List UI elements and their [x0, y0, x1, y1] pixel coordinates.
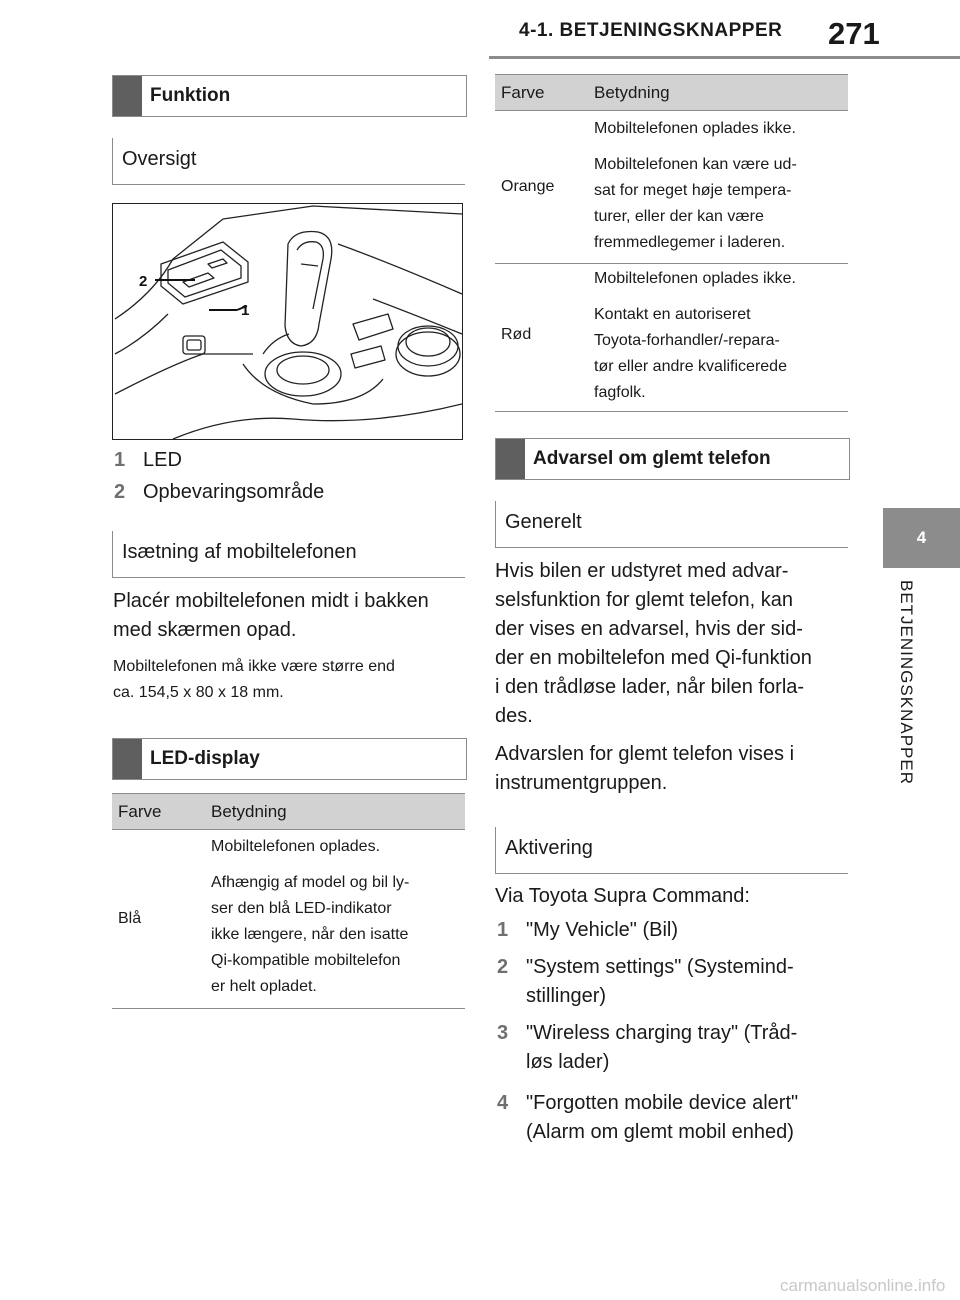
meaning-line: Toyota-forhandler/-repara-	[594, 332, 780, 349]
console-illustration	[112, 203, 463, 440]
text-line: der vises en advarsel, hvis der sid-	[495, 618, 803, 640]
text-line: Placér mobiltelefonen midt i bakken	[113, 590, 429, 612]
meaning-line: ikke længere, når den isatte	[211, 926, 409, 943]
step-item	[497, 916, 857, 945]
meaning-line: Mobiltelefonen oplades ikke.	[594, 270, 796, 287]
page-number: 271	[828, 16, 880, 51]
meaning-block	[594, 302, 854, 406]
text-line: med skærmen opad.	[113, 619, 297, 641]
meaning-line: ser den blå LED-indikator	[211, 900, 392, 917]
text-line: Mobiltelefonen må ikke være større end	[113, 658, 395, 675]
header-rule	[489, 56, 960, 59]
meaning-line: fagfolk.	[594, 384, 646, 401]
led-display-heading-text: LED-display	[150, 748, 260, 769]
heading-bar	[496, 439, 525, 479]
meaning-line: fremmedlegemer i laderen.	[594, 234, 786, 251]
step-text	[526, 916, 678, 945]
step-line: "My Vehicle" (Bil)	[526, 919, 679, 941]
meaning-block	[211, 870, 466, 1000]
generelt-heading: Generelt	[495, 501, 848, 548]
step-line: "Forgotten mobile device alert"	[526, 1092, 799, 1114]
step-number: 1	[497, 919, 509, 941]
text-line: instrumentgruppen.	[495, 772, 668, 794]
alert-heading	[495, 438, 850, 480]
step-item	[497, 1089, 857, 1147]
step-line: stillinger)	[526, 985, 607, 1007]
generelt-text-2	[495, 740, 865, 798]
aktivering-intro: Via Toyota Supra Command:	[495, 885, 750, 907]
led-table-header	[112, 793, 465, 830]
legend-text: LED	[143, 449, 182, 471]
column-header-meaning: Betydning	[211, 802, 287, 821]
color-cell: Blå	[118, 910, 142, 927]
column-header-meaning: Betydning	[594, 83, 670, 102]
section-title: 4-1. BETJENINGSKNAPPER	[519, 20, 783, 41]
funktion-heading-text: Funktion	[150, 85, 231, 106]
step-text	[526, 1089, 798, 1147]
meaning-cell	[594, 266, 854, 406]
meaning-line: Mobiltelefonen oplades ikke.	[594, 120, 796, 137]
step-line: "System settings" (Systemind-	[526, 956, 794, 978]
funktion-heading	[112, 75, 467, 117]
step-item	[497, 953, 857, 1011]
text-line: i den trådløse lader, når bilen forla-	[495, 676, 805, 698]
step-item	[497, 1019, 857, 1077]
chapter-label: BETJENINGSKNAPPER	[897, 580, 916, 785]
step-line: "Wireless charging tray" (Tråd-	[526, 1022, 798, 1044]
text-line: selsfunktion for glemt telefon, kan	[495, 589, 793, 611]
chapter-number: 4	[916, 528, 927, 547]
legend-text: Opbevaringsområde	[143, 481, 325, 503]
column-header-color: Farve	[501, 83, 545, 102]
watermark: carmanualsonline.info	[780, 1276, 946, 1295]
legend-item	[114, 478, 324, 507]
led-display-heading	[112, 738, 467, 780]
meaning-line: Afhængig af model og bil ly-	[211, 874, 410, 891]
text-line: der en mobiltelefon med Qi-funktion	[495, 647, 812, 669]
meaning-line: sat for meget høje tempera-	[594, 182, 792, 199]
insert-text	[113, 587, 473, 645]
step-text	[526, 1019, 797, 1077]
meaning-line: Kontakt en autoriseret	[594, 306, 751, 323]
text-line: ca. 154,5 x 80 x 18 mm.	[113, 684, 284, 701]
meaning-line: tør eller andre kvalificerede	[594, 358, 787, 375]
meaning-line: turer, eller der kan være	[594, 208, 764, 225]
meaning-line: Qi-kompatible mobiltelefon	[211, 952, 401, 969]
step-line: (Alarm om glemt mobil enhed)	[526, 1121, 794, 1143]
text-line: Hvis bilen er udstyret med advar-	[495, 560, 789, 582]
heading-bar	[113, 739, 142, 779]
aktivering-heading: Aktivering	[495, 827, 848, 874]
meaning-line: Mobiltelefonen oplades.	[211, 838, 381, 855]
table-rule	[112, 1008, 465, 1009]
step-number: 3	[497, 1022, 509, 1044]
table-rule	[495, 411, 848, 412]
callout-1: 1	[241, 302, 250, 319]
heading-bar	[113, 76, 142, 116]
color-cell: Rød	[501, 326, 532, 343]
callout-2: 2	[139, 273, 148, 290]
meaning-block	[594, 152, 854, 256]
console-drawing	[113, 204, 462, 439]
legend-item	[114, 446, 182, 475]
step-line: løs lader)	[526, 1051, 610, 1073]
insert-heading: Isætning af mobiltelefonen	[112, 531, 465, 578]
step-number: 4	[497, 1092, 509, 1114]
meaning-line: Mobiltelefonen kan være ud-	[594, 156, 797, 173]
text-line: Advarslen for glemt telefon vises i	[495, 743, 795, 765]
color-cell: Orange	[501, 178, 555, 195]
insert-note	[113, 654, 473, 706]
alert-heading-text: Advarsel om glemt telefon	[533, 448, 771, 469]
step-text	[526, 953, 794, 1011]
color-table-header	[495, 74, 848, 111]
meaning-cell	[211, 834, 466, 1000]
step-number: 2	[497, 956, 509, 978]
table-rule	[495, 263, 848, 264]
legend-number: 1	[114, 449, 126, 471]
oversigt-heading: Oversigt	[112, 138, 465, 185]
meaning-line: er helt opladet.	[211, 978, 317, 995]
generelt-text	[495, 557, 865, 731]
chapter-tab	[883, 508, 960, 568]
meaning-cell	[594, 116, 854, 256]
text-line: des.	[495, 705, 533, 727]
column-header-color: Farve	[118, 802, 162, 821]
legend-number: 2	[114, 481, 126, 503]
